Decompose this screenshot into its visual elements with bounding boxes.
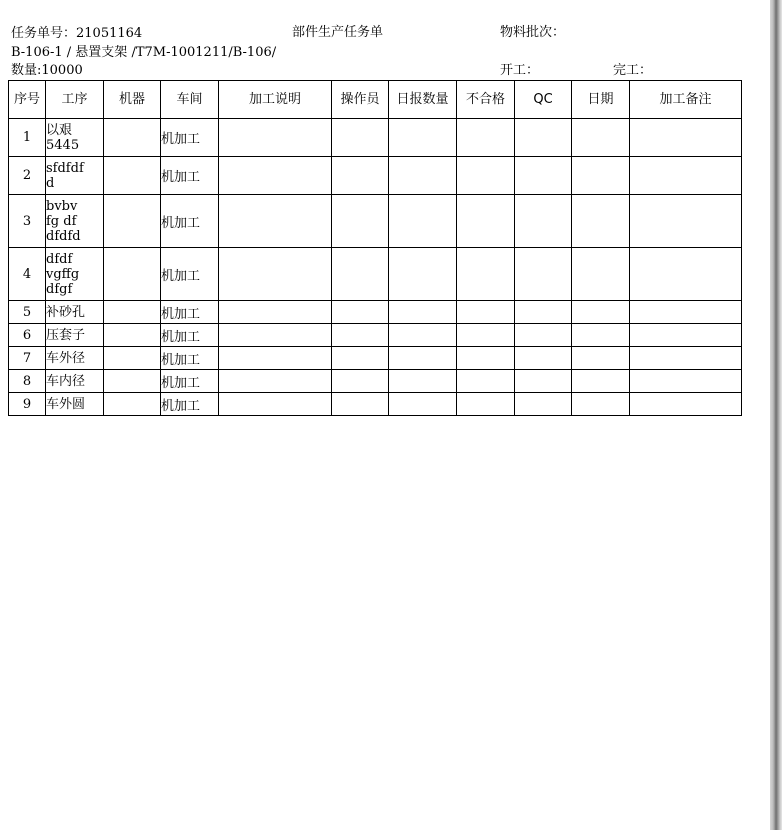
cell-seq: 7 — [9, 347, 46, 370]
cell-daily-qty — [389, 248, 457, 301]
cell-qc — [515, 347, 572, 370]
cell-seq: 3 — [9, 195, 46, 248]
cell-description — [219, 347, 332, 370]
task-number: 任务单号：21051164 — [11, 26, 143, 41]
cell-machine — [104, 248, 161, 301]
cell-process: 车外径 — [46, 347, 104, 370]
cell-daily-qty — [389, 157, 457, 195]
cell-process: 补砂孔 — [46, 301, 104, 324]
column-header-remark: 加工备注 — [630, 81, 742, 119]
cell-daily-qty — [389, 370, 457, 393]
column-header-seq: 序号 — [9, 81, 46, 119]
table-row — [9, 119, 742, 157]
cell-date — [572, 119, 630, 157]
column-header-date: 日期 — [572, 81, 630, 119]
cell-operator — [332, 347, 389, 370]
cell-workshop: 机加工 — [161, 324, 219, 347]
cell-date — [572, 248, 630, 301]
cell-seq: 6 — [9, 324, 46, 347]
part-description: B-106-1 / 悬置支架 /T7M-1001211/B-106/ — [11, 45, 277, 60]
cell-qc — [515, 324, 572, 347]
cell-remark — [630, 157, 742, 195]
quantity-label: 数量:10000 — [11, 63, 83, 78]
column-header-machine: 机器 — [104, 81, 161, 119]
cell-workshop: 机加工 — [161, 370, 219, 393]
cell-process: 压套子 — [46, 324, 104, 347]
column-header-description: 加工说明 — [219, 81, 332, 119]
cell-operator — [332, 157, 389, 195]
cell-operator — [332, 301, 389, 324]
cell-remark — [630, 248, 742, 301]
cell-workshop: 机加工 — [161, 393, 219, 416]
table-row — [9, 370, 742, 393]
cell-reject — [457, 119, 515, 157]
cell-operator — [332, 195, 389, 248]
cell-remark — [630, 119, 742, 157]
finish-label: 完工： — [613, 63, 653, 78]
column-header-process: 工序 — [46, 81, 104, 119]
cell-machine — [104, 370, 161, 393]
table-row — [9, 324, 742, 347]
cell-seq: 1 — [9, 119, 46, 157]
cell-remark — [630, 301, 742, 324]
cell-machine — [104, 324, 161, 347]
cell-operator — [332, 393, 389, 416]
cell-machine — [104, 393, 161, 416]
cell-remark — [630, 324, 742, 347]
cell-qc — [515, 370, 572, 393]
page-edge-shadow — [770, 0, 782, 830]
cell-qc — [515, 119, 572, 157]
material-batch-label: 物料批次： — [500, 25, 566, 40]
cell-machine — [104, 119, 161, 157]
cell-date — [572, 195, 630, 248]
cell-workshop: 机加工 — [161, 157, 219, 195]
start-label: 开工： — [500, 63, 540, 78]
cell-operator — [332, 119, 389, 157]
column-header-qc: QC — [515, 81, 572, 119]
cell-daily-qty — [389, 301, 457, 324]
cell-qc — [515, 393, 572, 416]
cell-description — [219, 119, 332, 157]
cell-daily-qty — [389, 393, 457, 416]
cell-description — [219, 157, 332, 195]
cell-reject — [457, 347, 515, 370]
cell-remark — [630, 393, 742, 416]
cell-reject — [457, 157, 515, 195]
cell-workshop: 机加工 — [161, 301, 219, 324]
cell-machine — [104, 301, 161, 324]
cell-workshop: 机加工 — [161, 195, 219, 248]
cell-operator — [332, 324, 389, 347]
document-title: 部件生产任务单 — [292, 25, 384, 40]
cell-seq: 4 — [9, 248, 46, 301]
cell-machine — [104, 347, 161, 370]
cell-reject — [457, 370, 515, 393]
cell-qc — [515, 248, 572, 301]
table-row — [9, 157, 742, 195]
column-header-operator: 操作员 — [332, 81, 389, 119]
cell-date — [572, 324, 630, 347]
cell-remark — [630, 347, 742, 370]
cell-daily-qty — [389, 347, 457, 370]
cell-qc — [515, 195, 572, 248]
process-table — [8, 80, 742, 416]
cell-date — [572, 157, 630, 195]
cell-description — [219, 248, 332, 301]
cell-qc — [515, 157, 572, 195]
cell-process: 车内径 — [46, 370, 104, 393]
cell-qc — [515, 301, 572, 324]
cell-seq: 2 — [9, 157, 46, 195]
cell-workshop: 机加工 — [161, 347, 219, 370]
table-row — [9, 195, 742, 248]
cell-process: 车外圆 — [46, 393, 104, 416]
cell-remark — [630, 195, 742, 248]
cell-process: bvbv fg df dfdfd — [46, 195, 104, 248]
cell-workshop: 机加工 — [161, 248, 219, 301]
cell-description — [219, 370, 332, 393]
table-row — [9, 301, 742, 324]
cell-daily-qty — [389, 119, 457, 157]
cell-reject — [457, 324, 515, 347]
table-row — [9, 248, 742, 301]
cell-daily-qty — [389, 324, 457, 347]
cell-description — [219, 393, 332, 416]
cell-seq: 9 — [9, 393, 46, 416]
cell-daily-qty — [389, 195, 457, 248]
table-row — [9, 347, 742, 370]
table-row — [9, 393, 742, 416]
cell-date — [572, 347, 630, 370]
table-header-row — [9, 81, 742, 119]
cell-reject — [457, 393, 515, 416]
cell-seq: 5 — [9, 301, 46, 324]
cell-remark — [630, 370, 742, 393]
cell-process: 以艰 5445 — [46, 119, 104, 157]
cell-date — [572, 370, 630, 393]
cell-operator — [332, 370, 389, 393]
cell-description — [219, 324, 332, 347]
cell-operator — [332, 248, 389, 301]
column-header-workshop: 车间 — [161, 81, 219, 119]
cell-date — [572, 393, 630, 416]
cell-process: sfdfdf d — [46, 157, 104, 195]
cell-machine — [104, 157, 161, 195]
cell-reject — [457, 248, 515, 301]
cell-machine — [104, 195, 161, 248]
cell-date — [572, 301, 630, 324]
column-header-daily-qty: 日报数量 — [389, 81, 457, 119]
cell-seq: 8 — [9, 370, 46, 393]
cell-description — [219, 195, 332, 248]
cell-process: dfdf vgffg dfgf — [46, 248, 104, 301]
cell-reject — [457, 195, 515, 248]
cell-description — [219, 301, 332, 324]
column-header-reject: 不合格 — [457, 81, 515, 119]
cell-workshop: 机加工 — [161, 119, 219, 157]
cell-reject — [457, 301, 515, 324]
